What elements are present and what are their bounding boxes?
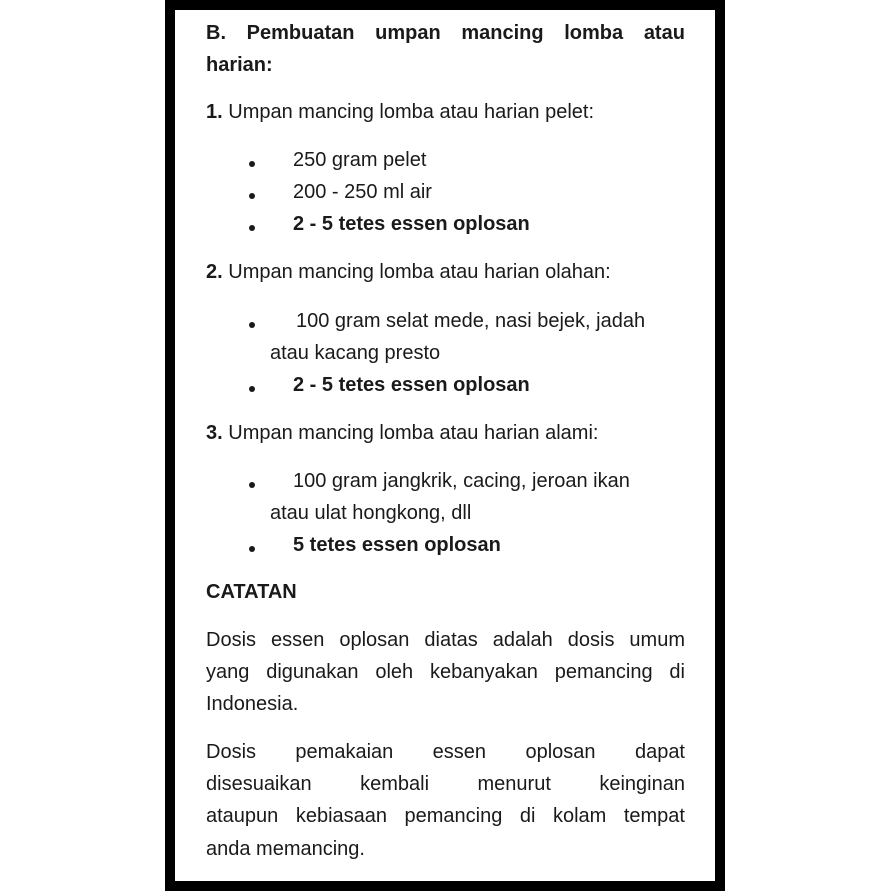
- bullet-icon: [249, 225, 255, 231]
- note-heading: CATATAN: [206, 581, 297, 603]
- list-item: 2 - 5 tetes essen oplosan: [293, 213, 530, 235]
- recipe-number: 1.: [206, 101, 223, 123]
- document-frame: [165, 0, 725, 891]
- bullet-icon: [249, 161, 255, 167]
- recipe-heading-text: Umpan mancing lomba atau harian pelet:: [228, 101, 595, 123]
- recipe-heading: [206, 256, 611, 288]
- title-word: lomba: [564, 22, 624, 44]
- recipe-heading: [206, 96, 594, 128]
- list-item: 200 - 250 ml air: [293, 181, 432, 203]
- section-title: [206, 17, 685, 49]
- title-word: mancing: [461, 22, 544, 44]
- recipe-heading-text: Umpan mancing lomba atau harian alami:: [228, 422, 599, 444]
- note-paragraph-1-line: Indonesia.: [206, 693, 299, 715]
- bullet-icon: [249, 482, 255, 488]
- section-title-line2: harian:: [206, 54, 273, 76]
- document-page: [175, 10, 715, 881]
- title-word: Pembuatan: [246, 22, 355, 44]
- recipe-number: 3.: [206, 422, 223, 444]
- list-item: 100 gram selat mede, nasi bejek, jadah: [296, 310, 646, 332]
- note-paragraph-1-line: Dosis essen oplosan diatas adalah dosis umum: [206, 629, 685, 651]
- recipe-heading-text: Umpan mancing lomba atau harian olahan:: [228, 261, 611, 283]
- note-paragraph-2-line: disesuaikan kembali menurut keinginan: [206, 773, 685, 795]
- bullet-icon: [249, 386, 255, 392]
- bullet-icon: [249, 193, 255, 199]
- list-item: 2 - 5 tetes essen oplosan: [293, 374, 530, 396]
- title-word: umpan: [375, 22, 441, 44]
- list-item-continuation: atau ulat hongkong, dll: [270, 502, 472, 524]
- list-item: 250 gram pelet: [293, 149, 427, 171]
- title-word: atau: [643, 22, 685, 44]
- note-paragraph-2-line: Dosis pemakaian essen oplosan dapat: [206, 741, 685, 763]
- note-paragraph-2-line: ataupun kebiasaan pemancing di kolam tempat: [206, 805, 685, 827]
- bullet-icon: [249, 322, 255, 328]
- title-word: B.: [206, 22, 226, 44]
- note-paragraph-2-line: anda memancing.: [206, 838, 365, 860]
- note-paragraph-1-line: yang digunakan oleh kebanyakan pemancing di: [206, 661, 685, 683]
- recipe-number: 2.: [206, 261, 223, 283]
- recipe-heading: [206, 417, 598, 449]
- list-item: 5 tetes essen oplosan: [293, 534, 501, 556]
- bullet-icon: [249, 546, 255, 552]
- list-item-continuation: atau kacang presto: [270, 342, 441, 364]
- list-item: 100 gram jangkrik, cacing, jeroan ikan: [293, 470, 630, 492]
